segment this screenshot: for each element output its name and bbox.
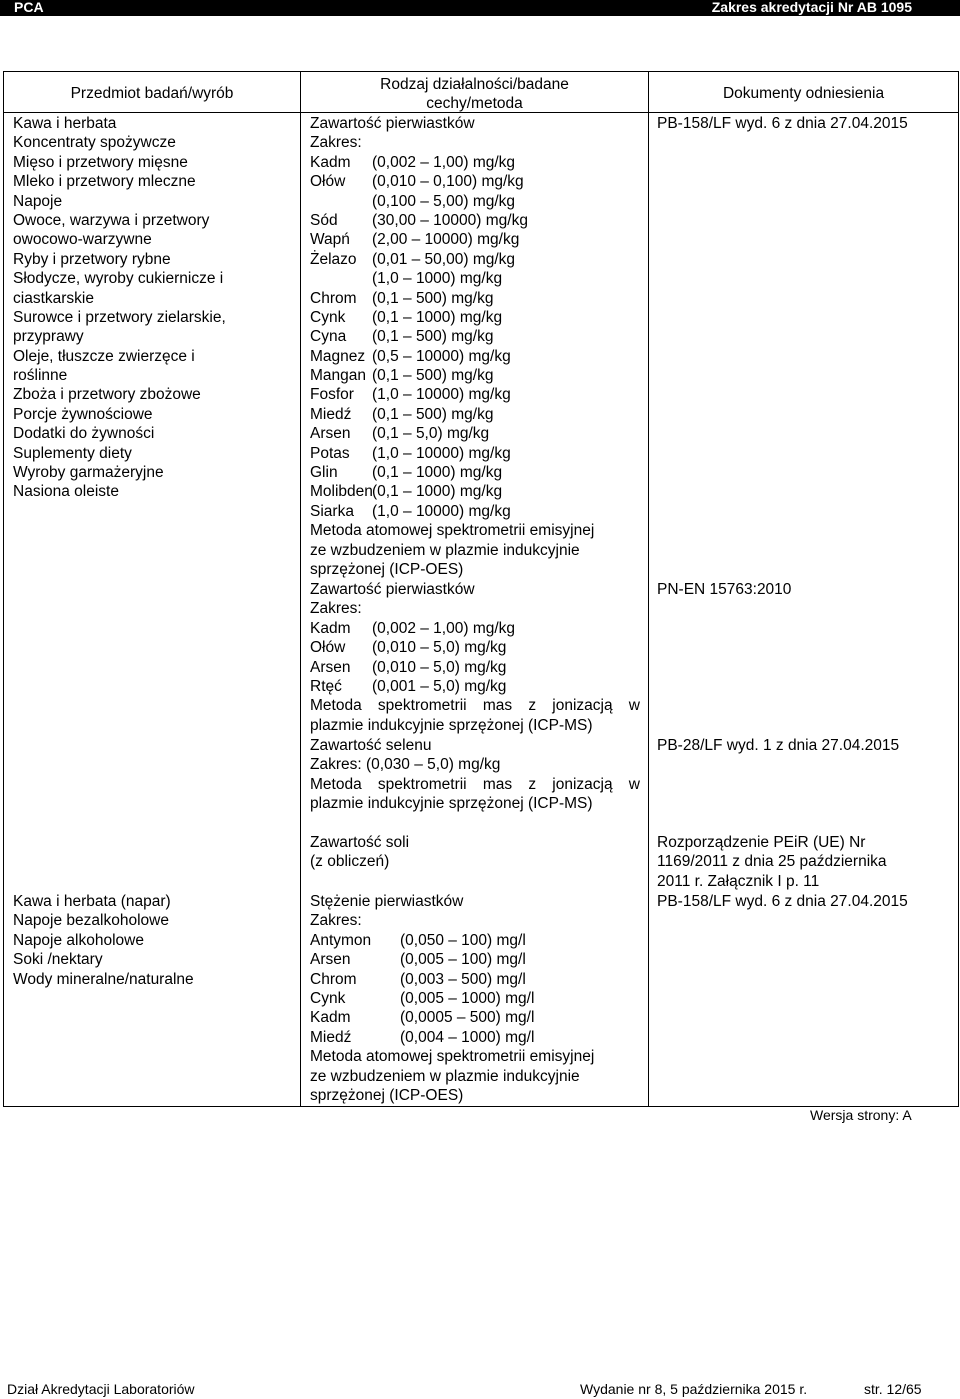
element-name: Miedź [310,1028,352,1046]
element-row [310,153,594,172]
element-range: (0,100 – 5,00) mg/kg [372,192,516,210]
element-range: (0,1 – 500) mg/kg [372,328,494,346]
element-range: (0,0005 – 500) mg/l [400,1009,535,1027]
element-range: (0,050 – 100) mg/l [400,931,526,949]
column-divider-1 [300,71,301,1107]
block2-icp-oes [310,892,594,1105]
element-name: Arsen [310,658,351,676]
element-name: Fosfor [310,386,354,404]
analysis-title: Zawartość soli [310,834,410,851]
method-line: sprzężonej (ICP-OES) [310,1086,464,1104]
product-item: Wyroby garmażeryjne [13,464,164,482]
element-name: Wapń [310,231,350,249]
element-row [310,970,594,989]
element-row [310,482,594,501]
element-row [310,269,594,288]
doc-line: 2011 r. Załącznik I p. 11 [657,872,820,890]
element-range: (0,1 – 500) mg/kg [372,289,494,307]
product-item: Surowce i przetwory zielarskie, [13,308,226,326]
element-range: (0,001 – 5,0) mg/kg [372,677,507,695]
element-name: Ołów [310,173,346,191]
footer-left: Dział Akredytacji Laboratoriów [7,1381,195,1397]
product-item: Dodatki do żywności [13,425,155,443]
element-row [310,405,594,424]
element-range: (0,010 – 5,0) mg/kg [372,658,507,676]
element-range: (2,00 – 10000) mg/kg [372,231,520,249]
element-row [310,347,594,366]
column-header-activity [301,75,648,113]
element-range: (0,1 – 1000) mg/kg [372,464,503,482]
column-header-docs: Dokumenty odniesienia [722,85,885,102]
product-item: Ryby i przetwory rybne [13,250,171,268]
column-header-activity-line1: Rodzaj działalności/badane [380,76,569,93]
element-range: (1,0 – 1000) mg/kg [372,270,503,288]
element-name: Kadm [310,153,351,171]
element-name: Cynk [310,308,346,326]
method-line: sprzężonej (ICP-OES) [310,560,464,578]
product-item: Suplementy diety [13,444,132,462]
element-range: (0,005 – 100) mg/l [400,951,526,969]
element-name: Ołów [310,639,346,657]
element-name: Arsen [310,425,351,443]
table-top-border [3,71,958,72]
element-name: Magnez [310,347,366,365]
element-range: (0,010 – 0,100) mg/kg [372,173,524,191]
block2-product-list [13,892,194,989]
method-line: Metoda spektrometrii mas z jonizacją w [310,775,640,793]
element-range: (0,01 – 50,00) mg/kg [372,250,516,268]
product-item: Wody mineralne/naturalne [13,970,194,988]
analysis-subtitle: (z obliczeń) [310,853,390,871]
range-label: Zakres: [310,600,362,618]
element-row [310,502,594,521]
element-name: Kadm [310,1009,351,1027]
table-right-border [958,71,959,1107]
range-label: Zakres: [310,134,362,152]
product-item: roślinne [13,367,68,385]
element-row [310,1028,594,1047]
product-item: Kawa i herbata (napar) [13,893,171,910]
element-range: (0,1 – 500) mg/kg [372,405,494,423]
element-row [310,289,594,308]
element-range: (0,004 – 1000) mg/l [400,1028,535,1046]
element-name: Kadm [310,619,351,637]
product-item: Mięso i przetwory mięsne [13,153,188,171]
element-range: (0,010 – 5,0) mg/kg [372,639,507,657]
element-range: (0,003 – 500) mg/l [400,970,526,988]
doc-line: 1169/2011 z dnia 25 października [657,853,887,871]
block2-salt-doc [657,833,887,891]
table-left-border [3,71,4,1107]
element-name: Żelazo [310,250,357,268]
element-range: (0,5 – 10000) mg/kg [372,347,511,365]
method-line: Metoda atomowej spektrometrii emisyjnej [310,1048,595,1066]
element-row [310,250,594,269]
product-item: Owoce, warzywa i przetwory [13,211,210,229]
element-name: Chrom [310,970,357,988]
element-row [310,424,594,443]
element-row [310,327,594,346]
analysis-title: Zawartość pierwiastków [310,115,475,132]
element-range: (0,1 – 5,0) mg/kg [372,425,490,443]
element-range: (0,002 – 1,00) mg/kg [372,619,516,637]
element-range: (1,0 – 10000) mg/kg [372,386,511,404]
range-label: Zakres: [310,912,362,930]
analysis-title: Zawartość pierwiastków [310,581,475,598]
product-item: Napoje alkoholowe [13,931,144,949]
block1-selen-doc: PB-28/LF wyd. 1 z dnia 27.04.2015 [657,737,900,754]
column-header-product: Przedmiot badań/wyrób [70,85,234,102]
element-row [310,989,594,1008]
element-row [310,931,594,950]
element-row [310,619,640,638]
doc-line: Rozporządzenie PEiR (UE) Nr [657,834,866,851]
element-row [310,211,594,230]
block1-icp-oes-doc: PB-158/LF wyd. 6 z dnia 27.04.2015 [657,115,908,132]
method-line: ze wzbudzeniem w plazmie indukcyjnie [310,541,580,559]
element-range: (0,005 – 1000) mg/l [400,989,535,1007]
product-item: Słodycze, wyroby cukiernicze i [13,270,224,288]
product-item: Soki /nektary [13,951,103,969]
element-name: Antymon [310,931,372,949]
element-row [310,385,594,404]
element-row [310,444,594,463]
element-name: Siarka [310,502,354,520]
element-row [310,658,640,677]
product-item: Oleje, tłuszcze zwierzęce i [13,347,195,365]
element-name: Arsen [310,951,351,969]
product-item: Napoje bezalkoholowe [13,912,169,930]
header-right: Zakres akredytacji Nr AB 1095 [711,0,912,15]
element-row [310,950,594,969]
product-item: owocowo-warzywne [13,231,152,249]
header-left: PCA [14,0,44,15]
block1-product-list [13,114,226,502]
element-row [310,638,640,657]
element-name: Glin [310,464,338,482]
element-row [310,230,594,249]
column-divider-2 [648,71,649,1107]
block2-icp-oes-doc: PB-158/LF wyd. 6 z dnia 27.04.2015 [657,893,908,910]
element-row [310,677,640,696]
element-range: (1,0 – 10000) mg/kg [372,444,511,462]
element-row [310,463,594,482]
block2-salt [310,833,409,872]
page-header [0,0,960,16]
element-range: (0,002 – 1,00) mg/kg [372,153,516,171]
column-header-activity-line2: cechy/metoda [426,95,523,112]
element-row [310,192,594,211]
element-range: (30,00 – 10000) mg/kg [372,211,528,229]
element-name: Chrom [310,289,357,307]
element-row [310,308,594,327]
block1-icp-oes [310,114,594,579]
element-range: (0,1 – 500) mg/kg [372,367,494,385]
block1-selen [310,736,640,814]
element-name: Rtęć [310,677,342,695]
product-item: Kawa i herbata [13,115,117,132]
product-item: przyprawy [13,328,84,346]
method-line: Metoda spektrometrii mas z jonizacją w [310,697,640,715]
footer-middle: Wydanie nr 8, 5 października 2015 r. [580,1381,808,1397]
product-item: Napoje [13,192,63,210]
product-item: ciastkarskie [13,289,94,307]
product-item: Porcje żywnościowe [13,405,153,423]
product-item: Nasiona oleiste [13,483,119,501]
analysis-title: Stężenie pierwiastków [310,893,464,910]
element-name: Cynk [310,989,346,1007]
element-name: Molibden [310,483,373,501]
element-row [310,1008,594,1027]
product-item: Zboża i przetwory zbożowe [13,386,201,404]
element-name: Mangan [310,367,367,385]
product-item: Mleko i przetwory mleczne [13,173,196,191]
element-row [310,172,594,191]
element-name: Potas [310,444,350,462]
block1-icp-ms-doc: PN-EN 15763:2010 [657,581,792,598]
element-range: (1,0 – 10000) mg/kg [372,502,511,520]
element-name: Sód [310,211,338,229]
product-item: Koncentraty spożywcze [13,134,176,152]
footer-right: str. 12/65 [864,1381,922,1397]
method-line: plazmie indukcyjnie sprzężonej (ICP-MS) [310,716,593,734]
method-line: plazmie indukcyjnie sprzężonej (ICP-MS) [310,795,593,813]
block1-icp-ms [310,580,640,735]
method-line: ze wzbudzeniem w plazmie indukcyjnie [310,1067,580,1085]
element-name: Miedź [310,405,352,423]
method-line: Metoda atomowej spektrometrii emisyjnej [310,522,595,540]
element-range: (0,1 – 1000) mg/kg [372,308,503,326]
page-version: Wersja strony: A [810,1107,912,1123]
element-name: Cyna [310,328,347,346]
analysis-title: Zawartość selenu [310,737,432,754]
range-text: Zakres: (0,030 – 5,0) mg/kg [310,756,501,774]
element-row [310,366,594,385]
element-range: (0,1 – 1000) mg/kg [372,483,503,501]
